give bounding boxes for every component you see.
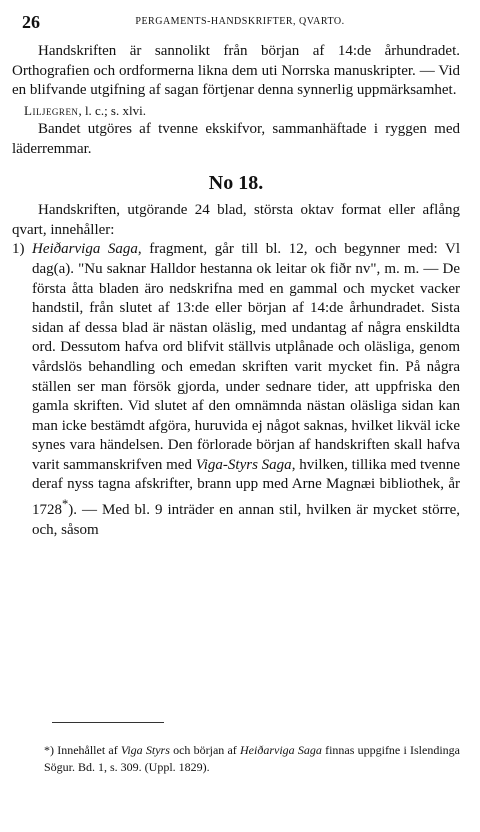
footnote-mark: *): [44, 743, 54, 757]
item-text-part: , fragment, går till bl. 12, och begynner med: Vl dag(a). "Nu saknar Halldor hestanna ok leitar ok fiðr nv", m. m. — De första åtta bladen äro nedskrifna med en gammal och mycket vacker handstil, från slutet af 13:de eller början af 14:de århundradet. Sista sidan af dessa blad är nästan oläslig, med undantag af några enskildta ord. Dessutom hafva ord blifvit ställvis utplånade och oläsliga, genom vårdslös behandling och emedan skriften varit mycket fin. På några ställen ser man försök gjorda, under sednare tider, att uppfriska den gamla skriften. Vid slutet af den omnämnda nästan oläsliga sidan kan man icke bestämdt afgöra, huruvida ej något saknas, hvilket likväl icke synes vara händelsen. Den förlorade början af handskriften skall hafva varit sammanskrifven med: [32, 241, 460, 473]
page-header: [18, 12, 462, 34]
list-item-number: 1): [12, 241, 25, 258]
footnote-saga-title: Viga Styrs: [120, 743, 170, 757]
binding-paragraph: Bandet utgöres af tvenne ekskifvor, sammanhäftade i ryggen med läderremmar.: [12, 121, 460, 157]
section-intro: Handskriften, utgörande 24 blad, största oktav format eller aflång qvart, innehåller:: [12, 202, 460, 238]
page-number: 26: [22, 12, 40, 32]
citation: [12, 101, 460, 121]
footnote: [44, 742, 460, 776]
footnote-reference: *: [62, 497, 69, 512]
citation-author: Liljegren: [24, 102, 79, 118]
footnote-text: finnas uppgifne i Islendinga Sögur. Bd. 1, s. 309. (Uppl. 1829).: [44, 743, 460, 774]
item-text-part: , hvilken, tillika med tvenne deraf nyss tagna afskrifter, brann upp med Arne Magnæi bibliothek, år 1728: [32, 456, 460, 519]
item-text-part: ). — Med bl. 9 inträder en annan stil, hvilken är mycket större, och, såsom: [32, 502, 460, 538]
list-item: [12, 240, 460, 540]
body-text: [12, 42, 460, 540]
footnote-text: och början af: [169, 743, 241, 757]
footnote-text: Innehållet af: [54, 743, 121, 757]
citation-reference: , l. c.; s. xlvi.: [78, 102, 146, 118]
intro-paragraph: Handskriften är sannolikt från början af 14:de århundradet. Orthografien och ordformerna likna dem uti Norrska manuskripter. — Vid en blifvande utgifning af sagan förtjenar denna synnerlig uppmärksamhet.: [12, 43, 460, 99]
footnote-divider: [52, 722, 164, 723]
section-title: No 18.: [208, 171, 264, 194]
running-head: PERGAMENTS-HANDSKRIFTER, QVARTO.: [135, 16, 345, 27]
saga-title-2: Viga-Styrs Saga: [195, 456, 292, 473]
footnote-saga-title: Heiðarviga Saga: [240, 743, 322, 757]
saga-title: Heiðarviga Saga: [32, 241, 138, 258]
list-item-text: [32, 240, 460, 540]
